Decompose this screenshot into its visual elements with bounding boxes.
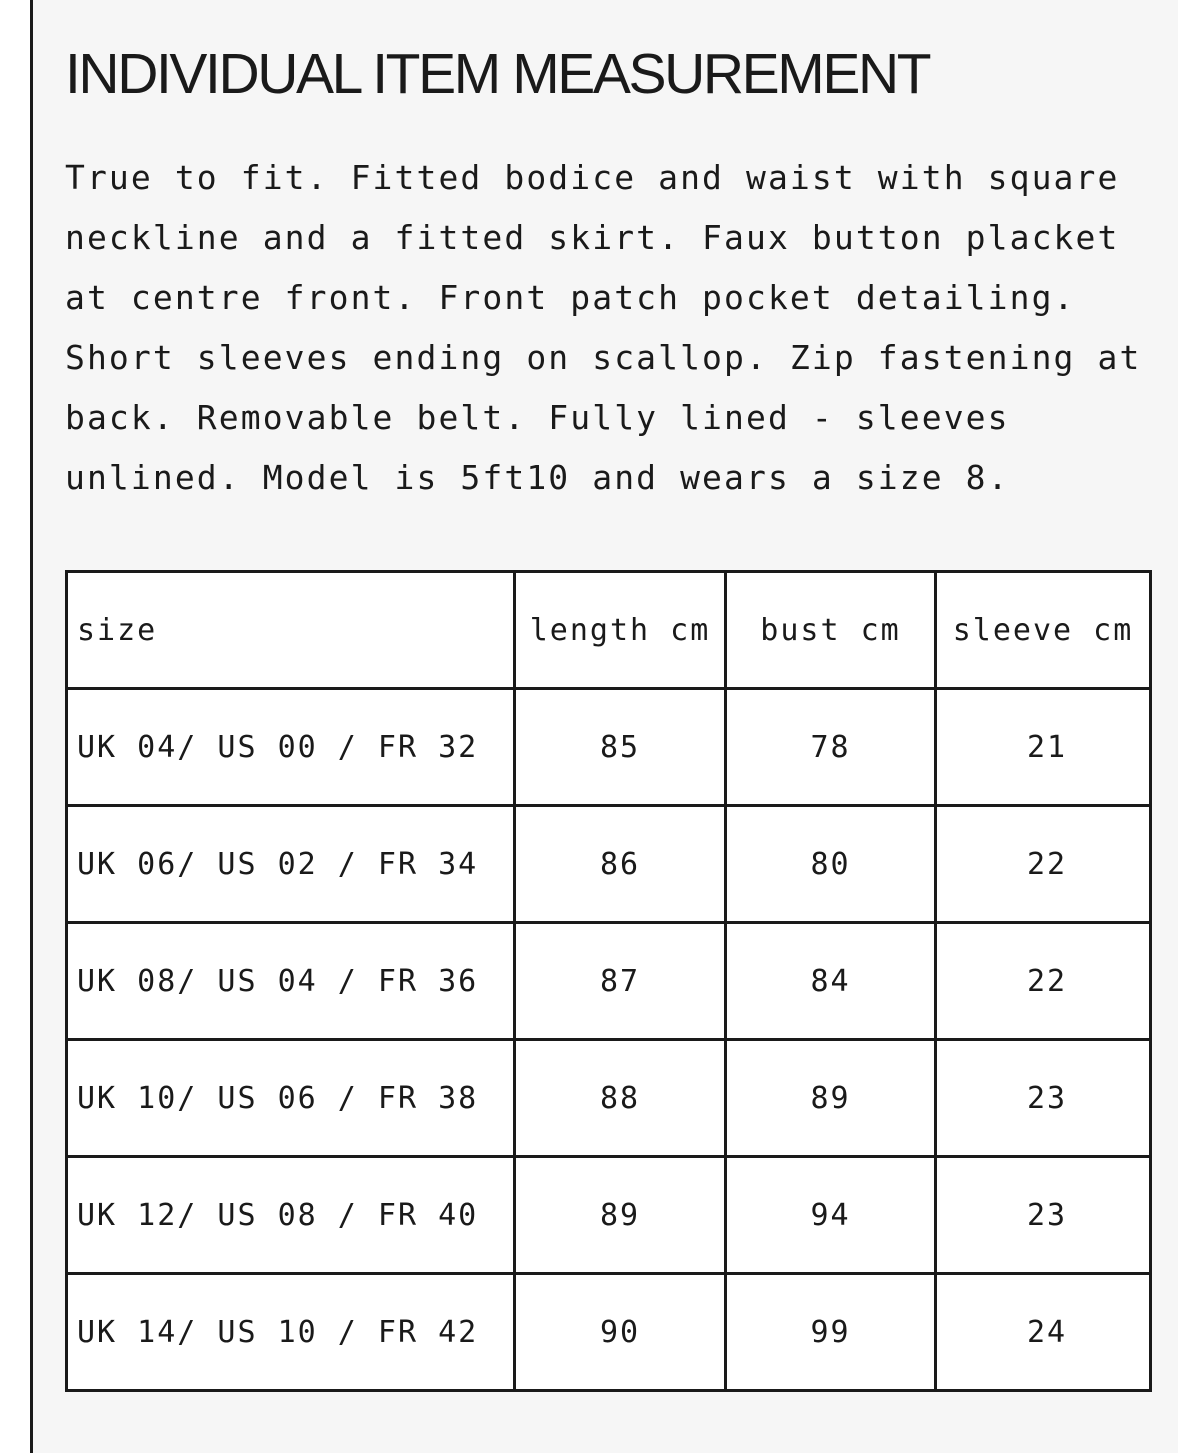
bust-cell: 94 <box>726 1157 936 1274</box>
size-cell: UK 10/ US 06 / FR 38 <box>67 1040 515 1157</box>
table-row <box>67 1040 1151 1157</box>
header-size: size <box>67 572 515 689</box>
length-cell: 88 <box>515 1040 726 1157</box>
header-sleeve: sleeve cm <box>936 572 1151 689</box>
size-measurement-table <box>65 570 1152 1392</box>
bust-cell: 99 <box>726 1274 936 1391</box>
size-cell: UK 04/ US 00 / FR 32 <box>67 689 515 806</box>
size-cell: UK 08/ US 04 / FR 36 <box>67 923 515 1040</box>
length-cell: 86 <box>515 806 726 923</box>
table-row <box>67 1157 1151 1274</box>
length-cell: 87 <box>515 923 726 1040</box>
bust-cell: 89 <box>726 1040 936 1157</box>
table-row <box>67 689 1151 806</box>
table-row <box>67 923 1151 1040</box>
bust-cell: 78 <box>726 689 936 806</box>
sleeve-cell: 21 <box>936 689 1151 806</box>
page-left-margin <box>0 0 30 1453</box>
sleeve-cell: 23 <box>936 1040 1151 1157</box>
length-cell: 89 <box>515 1157 726 1274</box>
table-header-row <box>67 572 1151 689</box>
table-row <box>67 1274 1151 1391</box>
table-row <box>67 806 1151 923</box>
sleeve-cell: 22 <box>936 806 1151 923</box>
header-bust: bust cm <box>726 572 936 689</box>
size-cell: UK 14/ US 10 / FR 42 <box>67 1274 515 1391</box>
size-cell: UK 12/ US 08 / FR 40 <box>67 1157 515 1274</box>
sleeve-cell: 22 <box>936 923 1151 1040</box>
sleeve-cell: 24 <box>936 1274 1151 1391</box>
page-title: INDIVIDUAL ITEM MEASUREMENT <box>65 42 930 106</box>
measurement-panel <box>30 0 1178 1453</box>
bust-cell: 80 <box>726 806 936 923</box>
size-cell: UK 06/ US 02 / FR 34 <box>67 806 515 923</box>
sleeve-cell: 23 <box>936 1157 1151 1274</box>
header-length: length cm <box>515 572 726 689</box>
bust-cell: 84 <box>726 923 936 1040</box>
length-cell: 85 <box>515 689 726 806</box>
product-fit-description: True to fit. Fitted bodice and waist with square neckline and a fitted skirt. Faux button placket at centre front. Front patch pocket detailing. Short sleeves ending on scallop. Zip fastening at back. Removable belt. Fully lined - sleeves unlined. Model is 5ft10 and wears a size 8. <box>65 158 1142 497</box>
length-cell: 90 <box>515 1274 726 1391</box>
